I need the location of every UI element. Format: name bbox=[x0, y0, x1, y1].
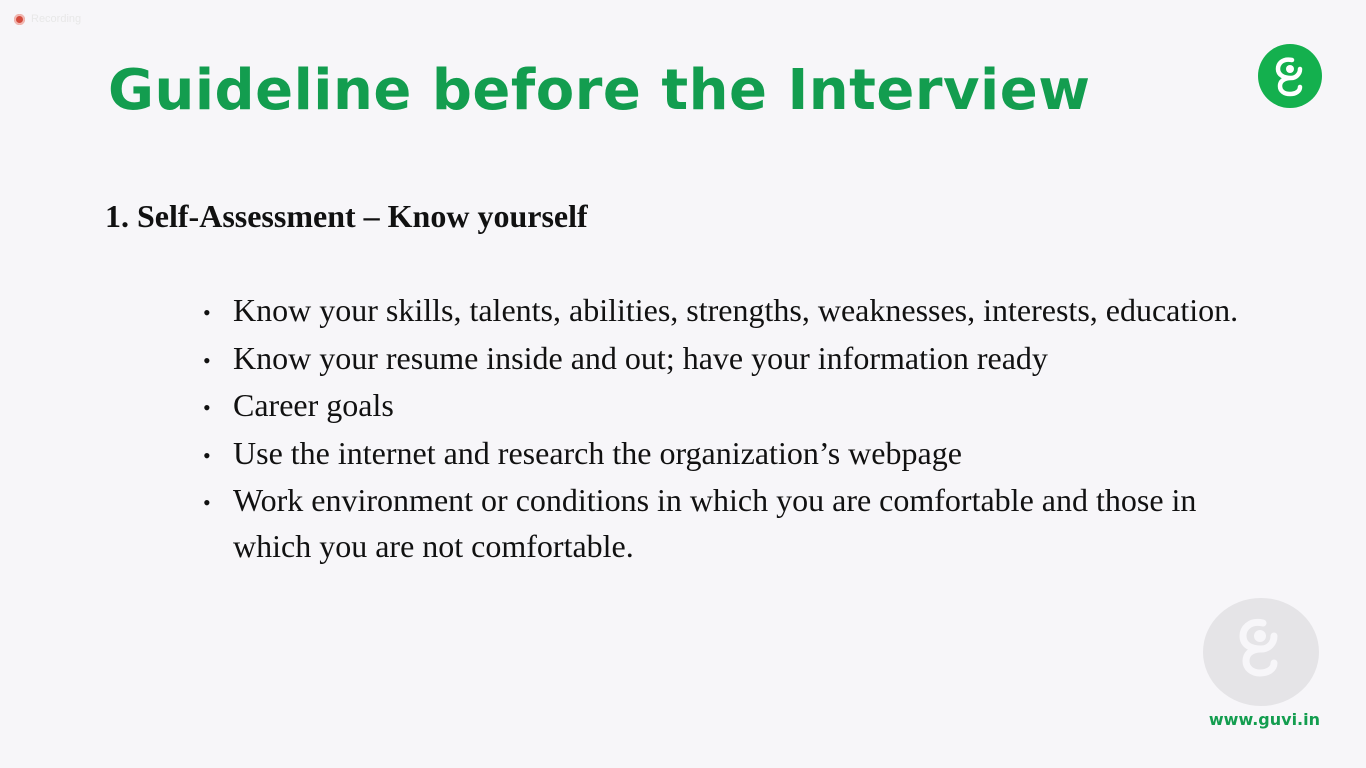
recording-indicator bbox=[14, 13, 81, 25]
bullet-text: Work environment or conditions in which you are comfortable and those in which you are not comfortable. bbox=[233, 482, 1197, 564]
bullet-marker: • bbox=[203, 347, 211, 373]
bullet-item bbox=[203, 336, 1263, 384]
guvi-watermark-icon bbox=[1203, 598, 1319, 706]
bullet-item bbox=[203, 431, 1263, 479]
bullet-marker: • bbox=[203, 300, 211, 325]
section-heading: 1. Self-Assessment – Know yourself bbox=[105, 198, 588, 234]
bullet-list bbox=[203, 288, 1263, 569]
slide-title: Guideline before the Interview bbox=[108, 58, 1091, 123]
bullet-item bbox=[203, 288, 1263, 336]
bullet-text: Know your resume inside and out; have your information ready bbox=[233, 339, 1048, 376]
recording-label: Recording bbox=[31, 13, 82, 25]
bullet-marker: • bbox=[203, 395, 211, 420]
bullet-item bbox=[203, 478, 1263, 569]
website-link[interactable]: www.guvi.in bbox=[1208, 710, 1320, 729]
guvi-logo-icon bbox=[1258, 44, 1322, 108]
bullet-marker: • bbox=[203, 490, 211, 515]
bullet-text: Career goals bbox=[233, 387, 394, 423]
bullet-text: Use the internet and research the organization’s webpage bbox=[233, 434, 962, 471]
bullet-text: Know your skills, talents, abilities, strengths, weaknesses, interests, education. bbox=[233, 292, 1239, 328]
bullet-item bbox=[203, 383, 1263, 431]
bullet-marker: • bbox=[203, 442, 211, 468]
record-icon bbox=[14, 14, 25, 25]
